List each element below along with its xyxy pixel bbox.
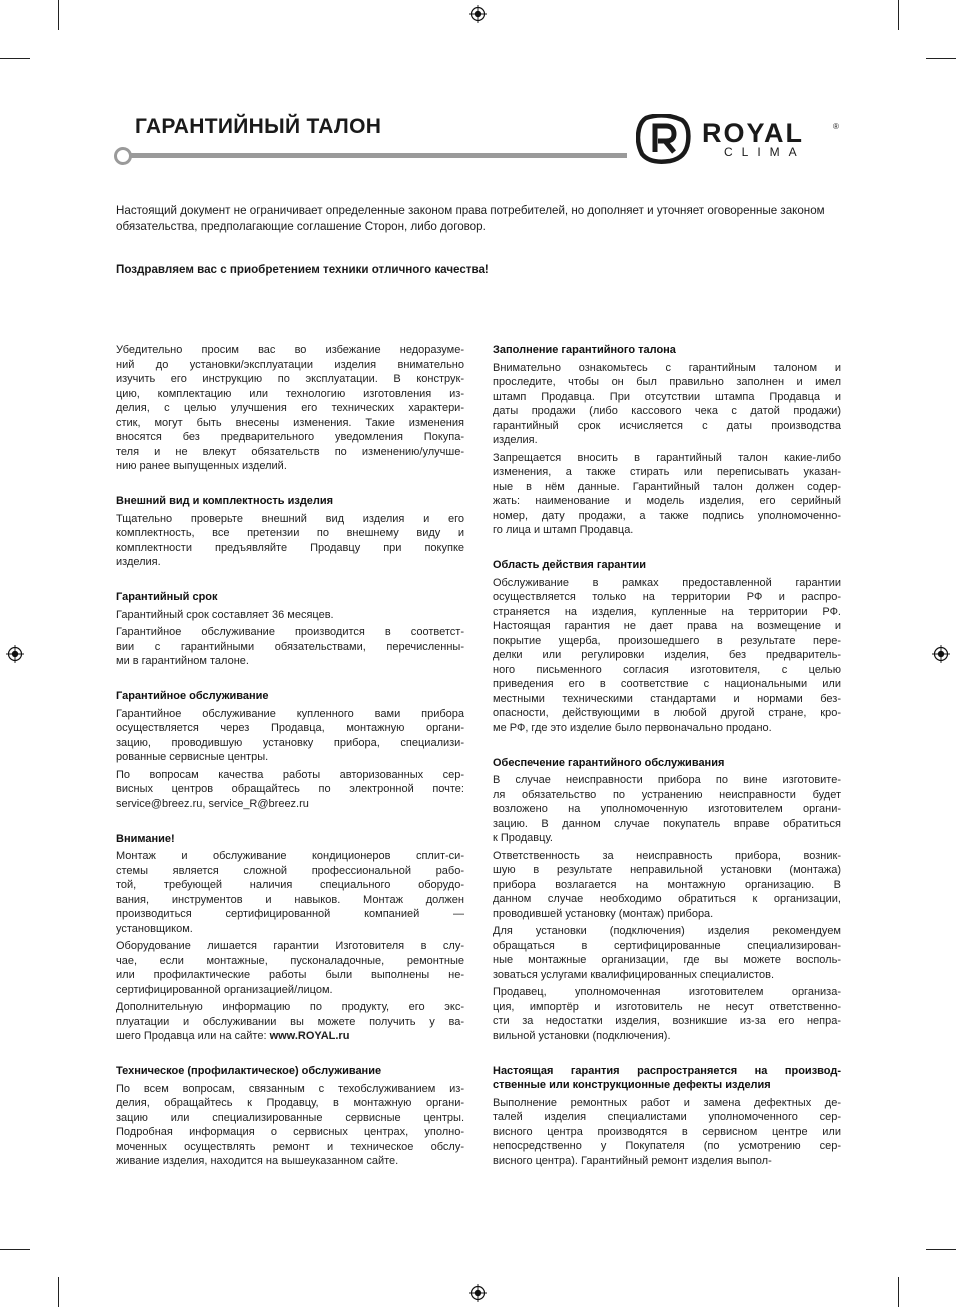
text-line: Внешний вид и комплектность изделия (116, 495, 334, 507)
text-line: ные монтажные организации, где вы можете восполь- (493, 954, 841, 966)
text-line: По всем вопросам, связанным с техобслуживанием из- (116, 1082, 464, 1095)
text-line: сти за недостатки изделия, возникшие из-за его непра- (493, 1015, 841, 1027)
text-line: зацию. В данном случае покупатель вправе обратиться (493, 817, 841, 830)
warranty-section (116, 689, 464, 811)
text-line: Тщательно проверьте внешний вид изделия и его (116, 512, 464, 525)
text-line: ного письменного согласия изготовителя, с целью (493, 663, 841, 676)
text-line: ми в гарантийном талоне. (116, 655, 249, 667)
section-paragraph (116, 768, 464, 812)
section-heading (493, 343, 841, 358)
text-line: висного центра производятся в сервисном центре или (493, 1125, 841, 1138)
text-line: Оборудование лишается гарантии Изготовителя в слу- (116, 940, 464, 952)
section-paragraph (116, 707, 464, 765)
text-line: производиться сертифицированной компанией — (116, 908, 464, 920)
text-line: Гарантийное обслуживание производится в соответст- (116, 626, 464, 638)
text-line: зацию или специализированные сервисные центры. (116, 1111, 464, 1124)
text-line: Внимание! (116, 832, 175, 845)
text-line: делки или регулировки изделия, без предваритель- (493, 649, 841, 661)
text-line: возложено на уполномоченную изготовителем органи- (493, 803, 841, 815)
text-line: жать: наименование и модель изделия, его серийный (493, 495, 841, 507)
text-line: Заполнение гарантийного талона (493, 344, 676, 356)
section-heading (493, 1064, 841, 1093)
text-line: плуатации и обслуживании вы можете получить у ва- (116, 1015, 464, 1028)
warranty-section (116, 590, 464, 669)
text-line: штамп Продавца. При отсутствии штампа Продавца и (493, 390, 841, 403)
text-line: приведения его в соответствие с национальными или (493, 678, 841, 690)
section-paragraph (116, 1082, 464, 1169)
royal-clima-logo (636, 114, 846, 164)
text-line: вии с гарантийными обязательствами, перечисленны- (116, 640, 464, 653)
text-line: зоваться услугами квалифицированных специалистов. (493, 968, 775, 981)
text-line: Продавец, уполномоченная изготовителем организа- (493, 986, 841, 998)
text-line: проводившей установку (монтаж) прибора. (493, 907, 714, 920)
text-line: гарантийный срок исчисляется с даты производства (493, 419, 841, 432)
section-paragraph (493, 985, 841, 1043)
text-line: ственные или конструкционные дефекты изделия (493, 1079, 771, 1091)
text-line: непосредственно у Покупателя (по усмотрению сер- (493, 1140, 841, 1152)
text-line: Гарантийное обслуживание купленного вами прибора (116, 707, 464, 720)
text-line: осуществляется через Продавца, монтажную органи- (116, 722, 464, 734)
section-paragraph (493, 924, 841, 982)
text-line: го лица и штамп Продавца. (493, 524, 634, 536)
logo-registered-mark: ® (833, 122, 839, 131)
text-line: Запрещается вносить в гарантийный талон какие-либо (493, 451, 841, 464)
section-heading (493, 756, 841, 771)
text-line: шую в результате неправильной установки (монтажа) (493, 864, 841, 876)
section-paragraph (116, 939, 464, 997)
section-paragraph (116, 849, 464, 936)
registration-mark-icon (469, 1284, 487, 1302)
crop-mark (58, 0, 59, 30)
crop-mark (898, 0, 899, 30)
text-line: висных центров обращайтесь по электронной почте: (116, 783, 464, 795)
text-line: изменения, а также стирать или переписывать указан- (493, 466, 841, 478)
section-paragraph (116, 512, 464, 570)
registration-mark-icon (469, 5, 487, 23)
section-paragraph (493, 773, 841, 846)
text-line: Настоящая гарантия не дает права на возмещение и (493, 620, 841, 632)
text-line: изучить его инструкцию по эксплуатации. В конструк- (116, 373, 464, 385)
crop-mark (58, 1277, 59, 1307)
text-line: service@breez.ru, service_R@breez.ru (116, 797, 309, 810)
text-line: прибора возлагается на монтажную организацию. В (493, 878, 841, 891)
crop-mark (926, 1249, 956, 1250)
section-paragraph (116, 625, 464, 669)
text-line: вания, инструментов и навыков. Монтаж должен (116, 893, 464, 906)
text-line: цию, комплектацию или технологию изготовления из- (116, 387, 464, 400)
text-line: стемы является сложной профессиональной рабо- (116, 864, 464, 877)
text-line: Монтаж и обслуживание кондиционеров сплит-си- (116, 850, 464, 862)
intro-paragraph: Настоящий документ не ограничивает определенные законом права потребителей, но дополняет и уточняет оговоренные законом обязательства, предполагающие соглашение Сторон, либо договор. (116, 204, 825, 233)
text-line: моченных осуществлять ремонт и техническое обслу- (116, 1140, 464, 1153)
crop-mark (898, 1277, 899, 1307)
warranty-section (493, 343, 841, 538)
text-line: зацию, проводившую установку прибора, специализи- (116, 736, 464, 749)
text-line: делия, обращайтесь к Продавцу, в монтажную органи- (116, 1097, 464, 1109)
text-line: сертифицированной организацией/лицом. (116, 983, 333, 996)
text-line: стик, могут быть внесены изменения. Такие изменения (116, 416, 464, 429)
logo-sub-text: CLIMA (724, 145, 806, 159)
text-line: ме РФ, где это изделие было первоначально продано. (493, 721, 772, 734)
warranty-section (116, 343, 464, 474)
title-underline (124, 153, 627, 158)
text-line: талей изделия специалистами уполномоченного сер- (493, 1111, 841, 1123)
section-paragraph (116, 343, 464, 474)
text-line: Ответственность за неисправность прибора, возник- (493, 849, 841, 862)
text-line: висного центра). Гарантийный ремонт изделия выпол- (493, 1154, 772, 1167)
text-line: Дополнительную информацию по продукту, его экс- (116, 1001, 464, 1013)
text-line: или профилактические работы были выполнены не- (116, 969, 464, 981)
warranty-section (116, 494, 464, 570)
text-line: Для установки (подключения) изделия рекомендуем (493, 925, 841, 937)
section-paragraph (493, 576, 841, 736)
warranty-section (493, 558, 841, 735)
text-line: ний до установки/эксплуатации изделия внимательно (116, 358, 464, 371)
text-line: Настоящая гарантия распространяется на производ- (493, 1064, 841, 1077)
text-line: Убедительно просим вас во избежание недоразуме- (116, 344, 464, 356)
text-line: комплектность, все претензии по внешнему виду и (116, 527, 464, 539)
section-paragraph (493, 451, 841, 538)
text-line: нию ранее выпущенных изделий. (116, 460, 287, 472)
text-line: опасности, действующими в любой другой стране, кро- (493, 707, 841, 719)
text-line: Подробная информация о сервисных центрах, уполно- (116, 1126, 464, 1138)
text-line: ные в нём данные. Гарантийный талон должен содер- (493, 480, 841, 493)
section-heading (116, 494, 464, 509)
congrats-heading: Поздравляем вас с приобретением техники отличного качества! (116, 263, 489, 276)
crop-mark (0, 1249, 30, 1250)
text-line: изделия. (116, 556, 161, 568)
text-line: местными техническими стандартами и нормами без- (493, 692, 841, 705)
text-line: Гарантийное обслуживание (116, 690, 269, 702)
right-column (493, 343, 841, 1189)
text-line: данном случае необходимо обратиться к организации, (493, 893, 841, 905)
text-line: проследите, чтобы он был правильно заполнен и имел (493, 376, 841, 388)
warranty-section (116, 1064, 464, 1169)
text-line: изделия. (493, 434, 538, 446)
section-paragraph (116, 1000, 464, 1044)
text-line: номер, дату продажи, а также подпись уполномоченно- (493, 509, 841, 522)
text-line: чае, если монтажные, пусконаладочные, ремонтные (116, 954, 464, 967)
warranty-section (116, 832, 464, 1044)
text-line: Техническое (профилактическое) обслуживание (116, 1065, 382, 1077)
text-line: теля и не влекут обязательств по изменению/улучше- (116, 445, 464, 458)
text-line: обращаться в сертифицированные специализирован- (493, 939, 841, 952)
text-line: осуществляется только на территории РФ и распро- (493, 591, 841, 603)
crop-mark (926, 58, 956, 59)
text-line: даты продажи (либо кассового чека с датой продажи) (493, 405, 841, 417)
text-line: делия, с целью улучшения его технических характери- (116, 402, 464, 414)
section-heading (116, 590, 464, 605)
section-paragraph (493, 1096, 841, 1169)
section-heading (116, 832, 464, 847)
section-heading (116, 689, 464, 704)
text-line: Внимательно ознакомьтесь с гарантийным талоном и (493, 361, 841, 374)
text-line: Гарантийный срок составляет 36 месяцев. (116, 608, 334, 621)
website-link[interactable]: www.ROYAL.ru (269, 1030, 350, 1042)
section-paragraph (493, 361, 841, 448)
text-line: По вопросам качества работы авторизованных сер- (116, 768, 464, 781)
text-line: к Продавцу. (493, 832, 553, 844)
text-line: рованные сервисные центры. (116, 751, 269, 763)
section-heading (116, 1064, 464, 1079)
registration-mark-icon (932, 645, 950, 663)
text-line: Обеспечение гарантийного обслуживания (493, 756, 725, 769)
text-line: ция, импортёр и изготовитель не несут ответственно- (493, 1000, 841, 1013)
text-line: Обслуживание в рамках предоставленной гарантии (493, 576, 841, 589)
text-line: покрытие ущерба, произошедшего в результате пере- (493, 634, 841, 647)
text-line: живание изделия, находится на вышеуказанном сайте. (116, 1155, 399, 1167)
crop-mark (0, 58, 30, 59)
section-paragraph (493, 849, 841, 922)
warranty-section (493, 756, 841, 1044)
logo-brand-text: ROYAL (702, 118, 805, 148)
text-line: вносятся без предварительного уведомления Покупа- (116, 431, 464, 443)
text-line: той, требующей наличия специального оборудо- (116, 879, 464, 891)
warranty-section (493, 1064, 841, 1169)
text-line: установщиком. (116, 922, 193, 935)
page-title: ГАРАНТИЙНЫЙ ТАЛОН (135, 115, 382, 138)
left-column (116, 343, 464, 1189)
text-line: Гарантийный срок (116, 591, 218, 603)
text-line: Выполнение ремонтных работ и замена дефектных де- (493, 1096, 841, 1109)
text-line: В случае неисправности прибора по вине изготовите- (493, 774, 841, 786)
text-line: шего Продавца или на сайте: www.ROYAL.ru (116, 1030, 350, 1042)
text-line: вильной установки (подключения). (493, 1029, 671, 1042)
text-line: комплектности предъявляйте Продавцу при покупке (116, 541, 464, 554)
text-line: ля обязательство по устранению неисправности будет (493, 788, 841, 801)
text-line: страняется на изделия, купленные на территории РФ. (493, 605, 841, 618)
registration-mark-icon (6, 645, 24, 663)
text-line: Область действия гарантии (493, 559, 646, 571)
title-underline-dot (114, 147, 132, 165)
section-paragraph (116, 608, 464, 623)
section-heading (493, 558, 841, 573)
logo-r-emblem-icon (636, 114, 692, 164)
